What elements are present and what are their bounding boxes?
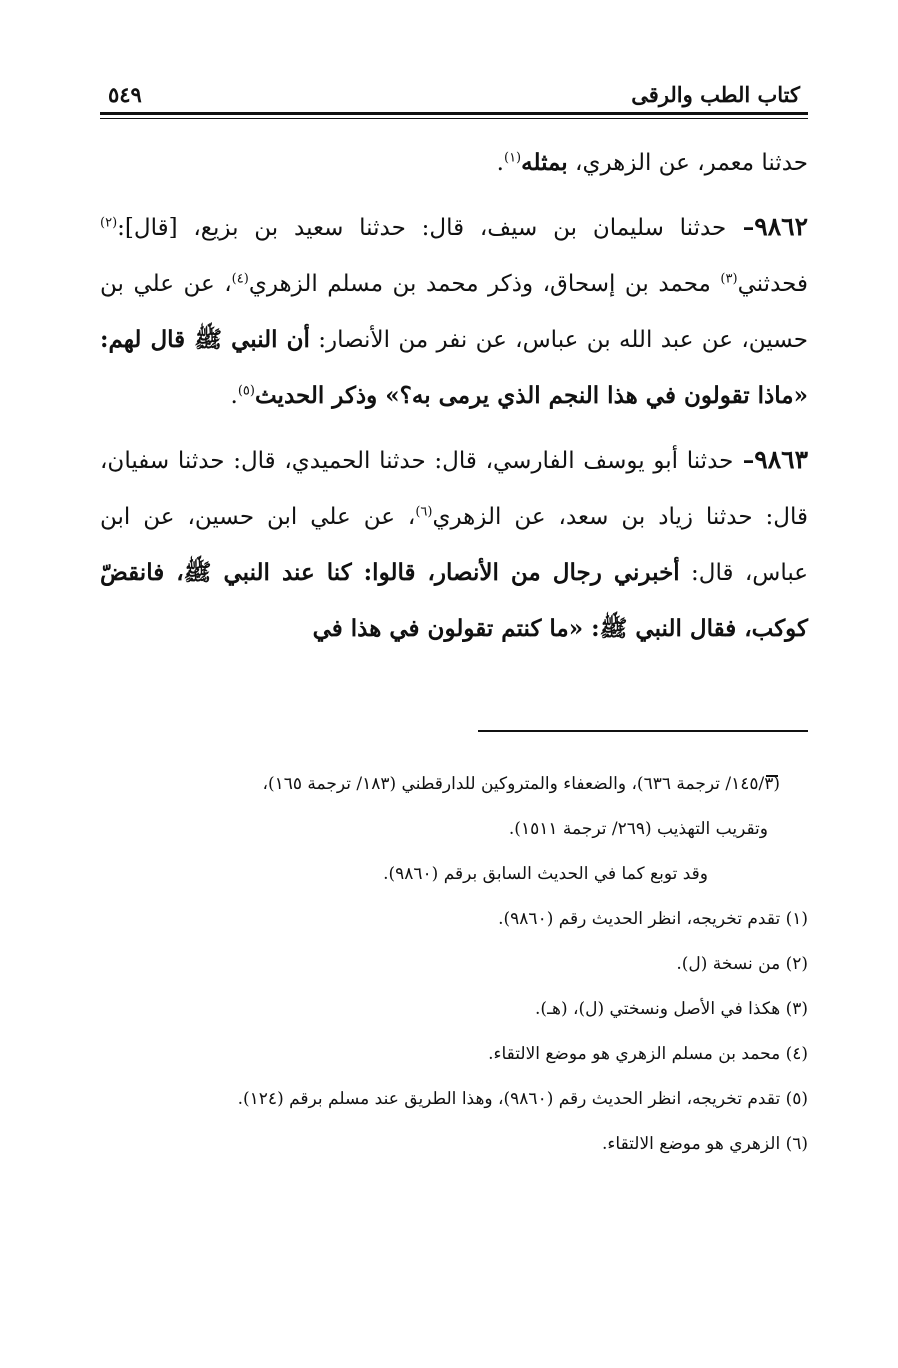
hadith-number: ٩٨٦٢ <box>754 212 808 241</box>
bold-run: أخبرني رجال من الأنصار، قالوا: كنا عند النبي ﷺ، فانقضّ كوكب، فقال النبي ﷺ: «ما كنتم تقولون في هذا في <box>100 559 808 642</box>
footnotes <box>100 762 808 1167</box>
footnote-continuation-line: وتقريب التهذيب (٢٦٩/ ترجمة ١٥١١). <box>508 819 768 839</box>
text-run: حدثنا أبو يوسف الفارسي، قال: حدثنا الحميدي، قال: حدثنا سفيان، قال: حدثنا زياد بن سعد، عن الزهري <box>100 448 808 530</box>
footnote-4: (٤) محمد بن مسلم الزهري هو موضع الالتقاء. <box>488 1044 808 1064</box>
page-number: ٥٤٩ <box>108 82 142 107</box>
footnote-2: (٢) من نسخة (ل). <box>676 954 808 974</box>
main-text <box>100 135 808 657</box>
header-rule-thick <box>100 112 808 115</box>
footnote-ref: (٤) <box>231 271 249 287</box>
number-dash: – <box>733 447 755 474</box>
footnote-ref: (٣) <box>720 271 738 287</box>
text-run: . <box>496 150 504 176</box>
running-header <box>100 80 808 110</box>
hadith-9862 <box>100 199 808 424</box>
footnote-ref: (٢) <box>100 215 118 231</box>
hadith-9863 <box>100 432 808 657</box>
header-title: كتاب الطب والرقى <box>631 82 800 107</box>
bold-run: بمثله <box>521 149 568 176</box>
text-run: ، عن علي بن حسين، عن عبد الله بن عباس، عن نفر من الأنصار: <box>100 271 808 353</box>
footnote-ref: (٥) <box>237 383 255 399</box>
text-run: حدثنا معمر، عن الزهري، <box>567 150 808 176</box>
bold-run: أن النبي ﷺ قال لهم: <box>100 326 310 353</box>
footnote-separator <box>478 730 808 732</box>
footnote-ref: (١) <box>503 150 522 166</box>
number-dash: – <box>726 214 755 241</box>
footnote-3: (٣) هكذا في الأصل ونسختي (ل)، (هـ). <box>535 999 808 1019</box>
footnote-5: (٥) تقدم تخريجه، انظر الحديث رقم (٩٨٦٠)، وهذا الطريق عند مسلم برقم (١٢٤). <box>237 1089 808 1109</box>
prophetic-quote: «ماذا تقولون في هذا النجم الذي يرمى به؟» <box>385 382 808 409</box>
text-run: محمد بن إسحاق، وذكر محمد بن مسلم الزهري <box>248 271 721 297</box>
text-run: حدثنا سليمان بن سيف، قال: حدثنا سعيد بن بزيع، [قال]: <box>117 215 727 241</box>
footnote-1: (١) تقدم تخريجه، انظر الحديث رقم (٩٨٦٠). <box>498 909 808 929</box>
footnote-ref: (٦) <box>415 504 433 520</box>
footnote-6: (٦) الزهري هو موضع الالتقاء. <box>602 1134 808 1154</box>
hadith-number: ٩٨٦٣ <box>754 445 808 474</box>
footnote-continuation-line: (١٤٥/٣/ ترجمة ٦٣٦)، والضعفاء والمتروكين للدارقطني (١٨٣/ ترجمة ١٦٥)، <box>262 774 780 794</box>
text-run: فحدثني <box>737 271 808 297</box>
text-run: . <box>230 383 238 409</box>
paragraph-continuation <box>100 135 808 191</box>
header-rule-thin <box>100 118 808 119</box>
text-run: ، عن علي ابن حسين، عن ابن عباس، قال: <box>100 504 809 586</box>
footnote-continuation-line: وقد توبع كما في الحديث السابق برقم (٩٨٦٠). <box>383 864 708 884</box>
bold-run: وذكر الحديث <box>254 382 386 409</box>
